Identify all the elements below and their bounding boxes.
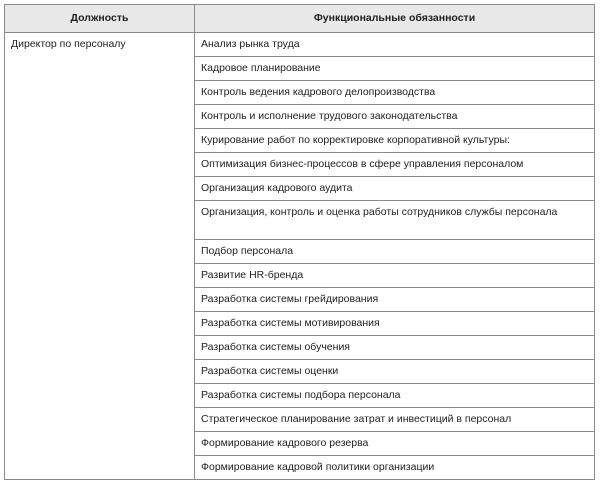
- header-position: Должность: [5, 5, 195, 33]
- duty-cell: Разработка системы оценки: [195, 360, 595, 384]
- duty-cell: Контроль ведения кадрового делопроизводства: [195, 81, 595, 105]
- duty-cell: Оптимизация бизнес-процессов в сфере управления персоналом: [195, 153, 595, 177]
- table-row: [5, 33, 595, 57]
- duty-cell: Развитие HR-бренда: [195, 264, 595, 288]
- duty-cell: Разработка системы подбора персонала: [195, 384, 595, 408]
- duty-cell: Контроль и исполнение трудового законодательства: [195, 105, 595, 129]
- duty-cell: Формирование кадрового резерва: [195, 432, 595, 456]
- duty-cell: Организация кадрового аудита: [195, 177, 595, 201]
- duty-cell: Стратегическое планирование затрат и инвестиций в персонал: [195, 408, 595, 432]
- duty-cell: Кадровое планирование: [195, 57, 595, 81]
- duty-cell: Разработка системы грейдирования: [195, 288, 595, 312]
- duty-cell: Анализ рынка труда: [195, 33, 595, 57]
- position-cell: Директор по персоналу: [5, 33, 195, 480]
- header-duties: Функциональные обязанности: [195, 5, 595, 33]
- duty-cell: Разработка системы обучения: [195, 336, 595, 360]
- duty-cell: Разработка системы мотивирования: [195, 312, 595, 336]
- duty-cell: Организация, контроль и оценка работы сотрудников службы персонала: [195, 201, 595, 240]
- duty-cell: Формирование кадровой политики организации: [195, 456, 595, 480]
- duty-cell: Курирование работ по корректировке корпоративной культуры:: [195, 129, 595, 153]
- duties-table: [4, 4, 595, 480]
- table-header-row: [5, 5, 595, 33]
- duty-cell: Подбор персонала: [195, 240, 595, 264]
